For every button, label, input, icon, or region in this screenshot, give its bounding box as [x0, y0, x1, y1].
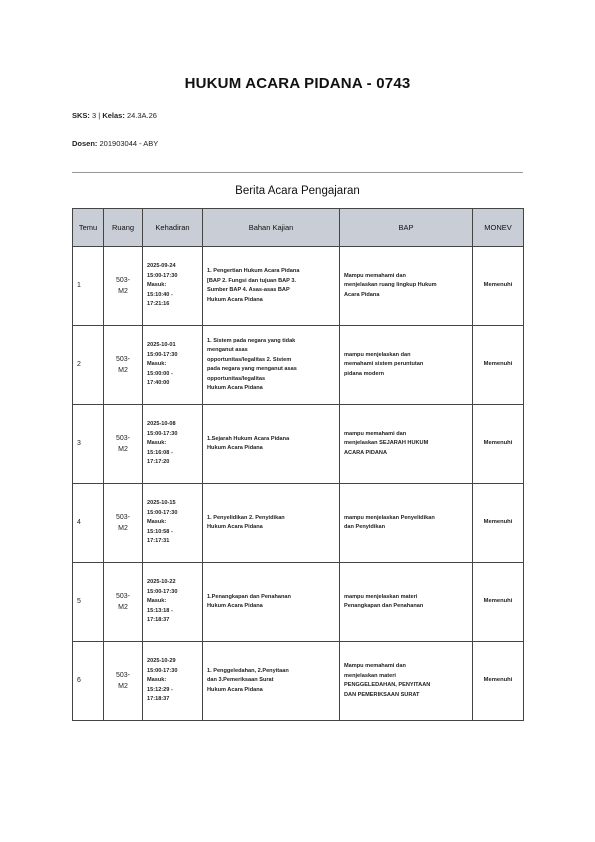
cell-bap: mampu menjelaskan Penyelidikan dan Penyidikan [340, 484, 473, 563]
sks-label: SKS: [72, 111, 90, 120]
course-info [72, 111, 157, 120]
table-row [73, 563, 524, 642]
cell-monev: Memenuhi [473, 642, 524, 721]
cell-monev: Memenuhi [473, 405, 524, 484]
cell-monev: Memenuhi [473, 484, 524, 563]
table-row [73, 405, 524, 484]
kelas-label: Kelas: [102, 111, 125, 120]
cell-ruang: 503- M2 [104, 326, 143, 405]
column-header-bap: BAP [340, 209, 473, 247]
cell-bahan-kajian: 1. Penyelidikan 2. Penyidikan Hukum Acara Pidana [203, 484, 340, 563]
cell-bahan-kajian: 1. Pengertian Hukum Acara Pidana [BAP 2. Fungsi dan tujuan BAP 3. Sumber BAP 4. Asas-asas BAP Hukum Acara Pidana [203, 247, 340, 326]
cell-kehadiran: 2025-10-22 15:00-17:30 Masuk: 15:13:18 - 17:18:37 [143, 563, 203, 642]
horizontal-divider [72, 172, 523, 173]
table-row [73, 484, 524, 563]
teaching-record-table [72, 208, 524, 721]
column-header-monev: MONEV [473, 209, 524, 247]
cell-temu: 6 [73, 642, 104, 721]
cell-bahan-kajian: 1.Penangkapan dan Penahanan Hukum Acara Pidana [203, 563, 340, 642]
cell-bap: mampu menjelaskan materi Penangkapan dan Penahanan [340, 563, 473, 642]
cell-bahan-kajian: 1.Sejarah Hukum Acara Pidana Hukum Acara Pidana [203, 405, 340, 484]
cell-kehadiran: 2025-09-24 15:00-17:30 Masuk: 15:10:40 - 17:21:16 [143, 247, 203, 326]
cell-monev: Memenuhi [473, 247, 524, 326]
cell-bap: mampu menjelaskan dan memahami sistem peruntutan pidana modern [340, 326, 473, 405]
cell-bahan-kajian: 1. Penggeledahan, 2.Penyitaan dan 3.Pemeriksaan Surat Hukum Acara Pidana [203, 642, 340, 721]
cell-bahan-kajian: 1. Sistem pada negara yang tidak menganut asas opportunitas/legalitas 2. Sistem pada negara yang menganut asas opportunitas/legalitas Hukum Acara Pidana [203, 326, 340, 405]
sks-value: 3 [92, 111, 97, 120]
cell-temu: 5 [73, 563, 104, 642]
column-header-bahan-kajian: Bahan Kajian [203, 209, 340, 247]
separator: | [98, 111, 101, 120]
table-row [73, 326, 524, 405]
table-row [73, 642, 524, 721]
cell-kehadiran: 2025-10-01 15:00-17:30 Masuk: 15:00:00 - 17:40:00 [143, 326, 203, 405]
column-header-kehadiran: Kehadiran [143, 209, 203, 247]
cell-monev: Memenuhi [473, 326, 524, 405]
cell-ruang: 503- M2 [104, 247, 143, 326]
cell-kehadiran: 2025-10-29 15:00-17:30 Masuk: 15:12:29 - 17:18:37 [143, 642, 203, 721]
cell-kehadiran: 2025-10-15 15:00-17:30 Masuk: 15:10:58 - 17:17:31 [143, 484, 203, 563]
cell-temu: 1 [73, 247, 104, 326]
column-header-temu: Temu [73, 209, 104, 247]
cell-ruang: 503- M2 [104, 642, 143, 721]
lecturer-info [72, 139, 158, 148]
table-row [73, 247, 524, 326]
table-header-row [73, 209, 524, 247]
cell-ruang: 503- M2 [104, 563, 143, 642]
dosen-label: Dosen: [72, 139, 98, 148]
cell-bap: Mampu memahami dan menjelaskan materi PENGGELEDAHAN, PENYITAAN DAN PEMERIKSAAN SURAT [340, 642, 473, 721]
cell-temu: 3 [73, 405, 104, 484]
cell-ruang: 503- M2 [104, 484, 143, 563]
dosen-value: 201903044 - ABY [99, 139, 159, 148]
cell-kehadiran: 2025-10-08 15:00-17:30 Masuk: 15:16:08 - 17:17:20 [143, 405, 203, 484]
document-title: HUKUM ACARA PIDANA - 0743 [184, 75, 411, 92]
column-header-ruang: Ruang [104, 209, 143, 247]
cell-ruang: 503- M2 [104, 405, 143, 484]
cell-bap: mampu memahami dan menjelaskan SEJARAH HUKUM ACARA PIDANA [340, 405, 473, 484]
cell-temu: 4 [73, 484, 104, 563]
cell-bap: Mampu memahami dan menjelaskan ruang lingkup Hukum Acara Pidana [340, 247, 473, 326]
cell-monev: Memenuhi [473, 563, 524, 642]
cell-temu: 2 [73, 326, 104, 405]
section-title: Berita Acara Pengajaran [235, 185, 360, 197]
kelas-value: 24.3A.26 [126, 111, 157, 120]
